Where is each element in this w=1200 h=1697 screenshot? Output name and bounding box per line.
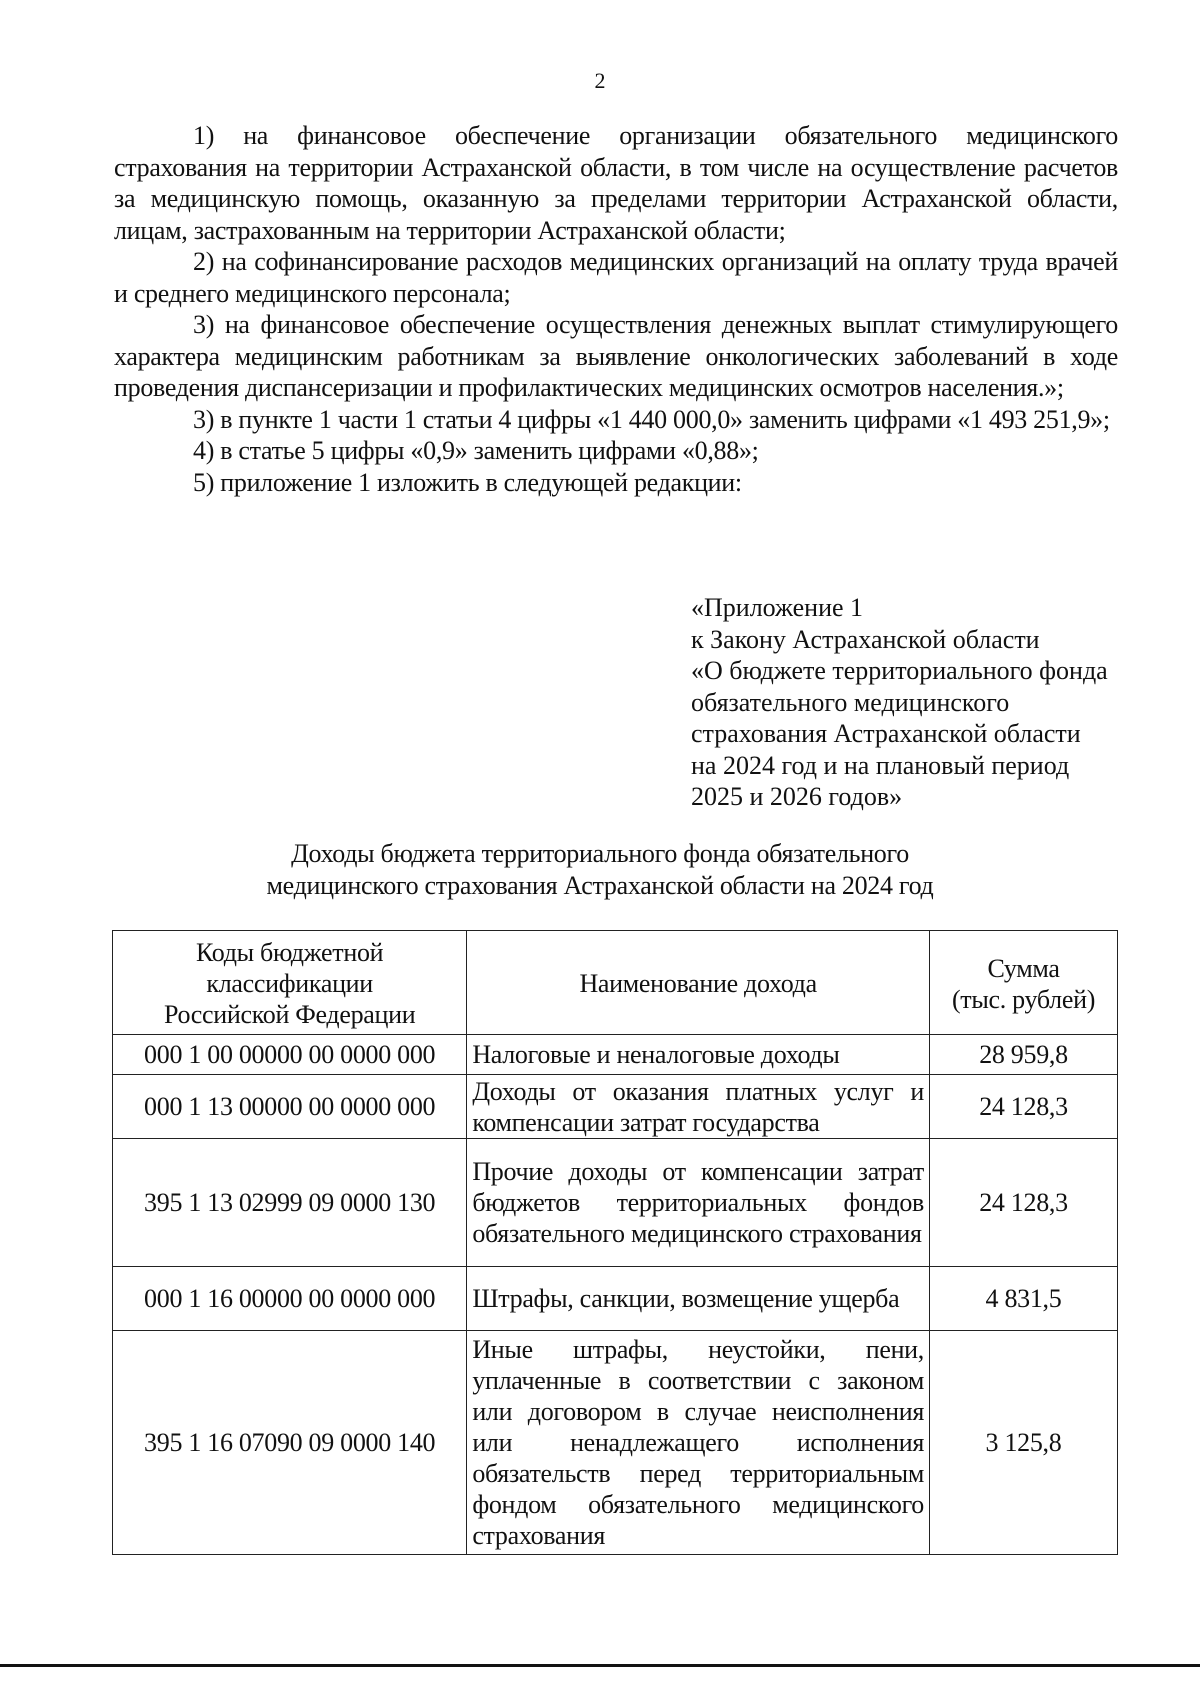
appendix-header [691,592,1131,813]
cell-code: 000 1 13 00000 00 0000 000 [113,1075,467,1139]
table-header-row [113,931,1118,1035]
cell-name: Иные штрафы, неустойки, пени, уплаченные в соответствии с законом или договором в случае неисполнения или ненадлежащего исполнения обязательств перед территориальным фондом обязательного медицинского страхования [467,1331,930,1555]
table-title [0,838,1200,901]
table-title-line-1: Доходы бюджета территориального фонда обязательного [291,839,909,868]
cell-sum: 3 125,8 [930,1331,1118,1555]
paragraph-item-3-incentive-payments: 3) на финансовое обеспечение осуществления денежных выплат стимулирующего характера медицинским работникам за выявление онкологических заболеваний в ходе проведения диспансеризации и профилактических медицинских осмотров населения.»; [114,310,1118,402]
cell-sum: 28 959,8 [930,1035,1118,1075]
income-table [112,930,1118,1555]
cell-name: Налоговые и неналоговые доходы [467,1035,930,1075]
header-income-name: Наименование дохода [467,931,930,1035]
cell-name: Штрафы, санкции, возмещение ущерба [467,1267,930,1331]
appendix-header-line: «О бюджете территориального фонда [691,656,1108,685]
cell-sum: 4 831,5 [930,1267,1118,1331]
table-row [113,1035,1118,1075]
paragraph-amendment-4-article-5: 4) в статье 5 цифры «0,9» заменить цифрами «0,88»; [193,436,759,465]
paragraph-item-2-cofinancing-salaries: 2) на софинансирование расходов медицинских организаций на оплату труда врачей и среднего медицинского персонала; [114,247,1118,308]
cell-name: Доходы от оказания платных услуг и компенсации затрат государства [467,1075,930,1139]
paragraph-amendment-5-appendix: 5) приложение 1 изложить в следующей редакции: [193,467,742,497]
appendix-header-line: на 2024 год и на плановый период [691,750,1070,780]
appendix-header-line: к Закону Астраханской области [691,624,1040,654]
cell-code: 000 1 16 00000 00 0000 000 [113,1267,467,1331]
page-number: 2 [594,68,606,93]
cell-code: 395 1 16 07090 09 0000 140 [113,1331,467,1555]
appendix-header-line: «Приложение 1 [691,593,864,622]
table-row [113,1075,1118,1139]
header-budget-code: Коды бюджетной классификации Российской Федерации [113,931,467,1035]
cell-sum: 24 128,3 [930,1075,1118,1139]
header-amount: Сумма (тыс. рублей) [930,931,1118,1035]
cell-code: 000 1 00 00000 00 0000 000 [113,1035,467,1075]
table-row [113,1267,1118,1331]
amendment-text [114,120,1118,498]
appendix-header-line: страхования Астраханской области [691,719,1081,748]
paragraph-amendment-3-article-4: 3) в пункте 1 части 1 статьи 4 цифры «1 440 000,0» заменить цифрами «1 493 251,9»; [193,404,1110,434]
table-row [113,1139,1118,1267]
cell-name: Прочие доходы от компенсации затрат бюджетов территориальных фондов обязательного медицинского страхования [467,1139,930,1267]
cell-sum: 24 128,3 [930,1139,1118,1267]
paragraph-item-1-financing-organization: 1) на финансовое обеспечение организации обязательного медицинского страхования на территории Астраханской области, в том числе на осуществление расчетов за медицинскую помощь, оказанную за пределами территории Астраханской области, лицам, застрахованным на территории Астраханской области; [114,121,1118,245]
cell-code: 395 1 13 02999 09 0000 130 [113,1139,467,1267]
appendix-header-line: 2025 и 2026 годов» [691,782,903,811]
appendix-header-line: обязательного медицинского [691,687,1010,717]
table-row [113,1331,1118,1555]
footer-rule-divider [0,1664,1200,1667]
table-title-line-2: медицинского страхования Астраханской области на 2024 год [266,870,934,900]
